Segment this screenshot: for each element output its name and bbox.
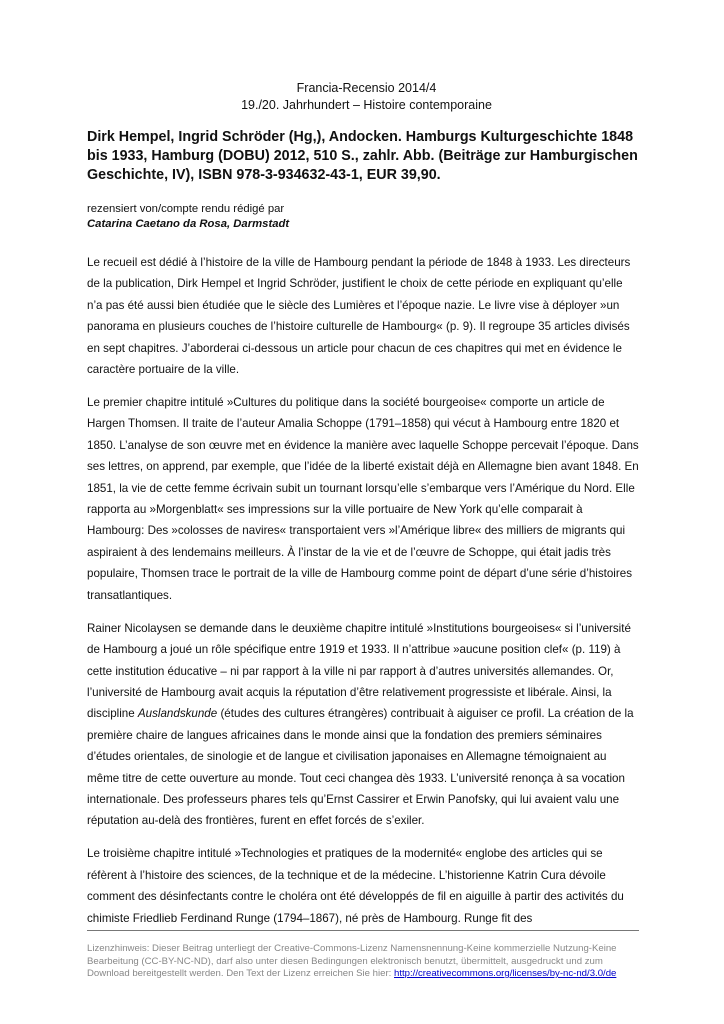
footer-divider	[87, 930, 639, 931]
paragraph-3-italic-term: Auslandskunde	[137, 707, 218, 721]
license-footer	[87, 943, 647, 981]
journal-header	[94, 80, 639, 114]
journal-issue: Francia-Recensio 2014/4	[296, 81, 437, 95]
paragraph-3	[87, 618, 639, 832]
byline-intro: rezensiert von/compte rendu rédigé par	[87, 203, 285, 215]
license-text: Lizenzhinweis: Dieser Beitrag unterliegt der Creative-Commons-Lizenz Namensnennung-Keine kommerzielle Nutzung-Keine Bearbeitung (CC-BY-NC-ND), darf also unter diesen Bedingungen elektronisch benutzt, übermittelt, ausgedruckt und zum Download bereitgestellt werden. Den Text der Lizenz erreichen Sie hier:	[87, 943, 617, 979]
license-link[interactable]: http://creativecommons.org/licenses/by-nc-nd/3.0/de	[394, 968, 617, 979]
byline	[87, 202, 639, 232]
book-title: Dirk Hempel, Ingrid Schröder (Hg,), Andocken. Hamburgs Kulturgeschichte 1848 bis 1933, Hamburg (DOBU) 2012, 510 S., zahlr. Abb. (Beiträge zur Hamburgischen Geschichte, IV), ISBN 978-3-934632-43-1, EUR 39,90.	[87, 129, 638, 183]
paragraph-2: Le premier chapitre intitulé »Cultures du politique dans la société bourgeoise« comporte un article de Hargen Thomsen. Il traite de l’auteur Amalia Schoppe (1791–1858) qui vécut à Hambourg entre 1820 et 1850. L’analyse de son œuvre met en évidence la manière avec laquelle Schoppe percevait l’époque. Dans ses lettres, on apprend, par exemple, que l’idée de la liberté existait déjà en Allemagne bien avant 1848. En 1851, la vie de cette femme écrivain subit un tournant lorsqu’elle s’embarque vers l’Amérique du Nord. Elle rapporta au »Morgenblatt« ses impressions sur la ville portuaire de New York qu’elle comparait à Hambourg: Des »colosses de navires« transportaient vers »l’Amérique libre« des milliers de migrants qui aspiraient à des lendemains meilleurs. À l’instar de la vie et de l’œuvre de Schoppe, qui était jadis très populaire, Thomsen trace le portrait de la ville de Hambourg comme point de départ d’une série d’histoires transatlantiques.	[87, 396, 639, 602]
paragraph-1: Le recueil est dédié à l’histoire de la ville de Hambourg pendant la période de 1848 à 1933. Les directeurs de la publication, Dirk Hempel et Ingrid Schröder, justifient le choix de cette période en expliquant qu’elle n’a pas été aussi bien étudiée que le siècle des Lumières et l’époque nazie. Le livre vise à déployer »un panorama en plusieurs couches de l’histoire culturelle de Hambourg« (p. 9). Il regroupe 35 articles divisés en sept chapitres. J’aborderai ci-dessous un article pour chacun de ces chapitres qui met en évidence le caractère portuaire de la ville.	[87, 256, 631, 377]
journal-section: 19./20. Jahrhundert – Histoire contemporaine	[241, 98, 492, 112]
paragraph-4: Le troisième chapitre intitulé »Technologies et pratiques de la modernité« englobe des articles qui se réfèrent à l’histoire des sciences, de la technique et de la médecine. L’historienne Katrin Cura dévoile comment des désinfectants contre le choléra ont été développés de fil en aiguille à partir des activités du chimiste Friedlieb Ferdinand Runge (1794–1867), né près de Hambourg. Runge fit des	[87, 847, 624, 925]
reviewer-name: Catarina Caetano da Rosa, Darmstadt	[87, 218, 290, 230]
paragraph-3-start: Rainer Nicolaysen se demande dans le deuxième chapitre intitulé »Institutions bourgeoises« si l’université de Hambourg a joué un rôle spécifique entre 1919 et 1933. Il n’attribue »aucune position clef« (p. 119) à cette institution éducative – ni par rapport à la ville ni par rapport à d’autres universités allemandes. Or, l’université de Hambourg avait acquis la réputation d’être relativement progressiste et libérale. Ainsi, la discipline	[87, 621, 631, 721]
paragraph-3-end: (études des cultures étrangères) contribuait à aiguiser ce profil. La création de la première chaire de langues africaines dans le monde ainsi que la fondation des premiers séminaires d’études orientales, de sinologie et de langue et civilisation japonaises en Allemagne témoignaient au même titre de cette ouverture au monde. Tout ceci changea dès 1933. L’université renonça à sa vocation internationale. Des professeurs phares tels qu’Ernst Cassirer et Erwin Panofsky, qui lui avaient valu une réputation au-delà des frontières, furent en effet forcés de s’exiler.	[87, 707, 634, 828]
review-page	[87, 80, 639, 941]
